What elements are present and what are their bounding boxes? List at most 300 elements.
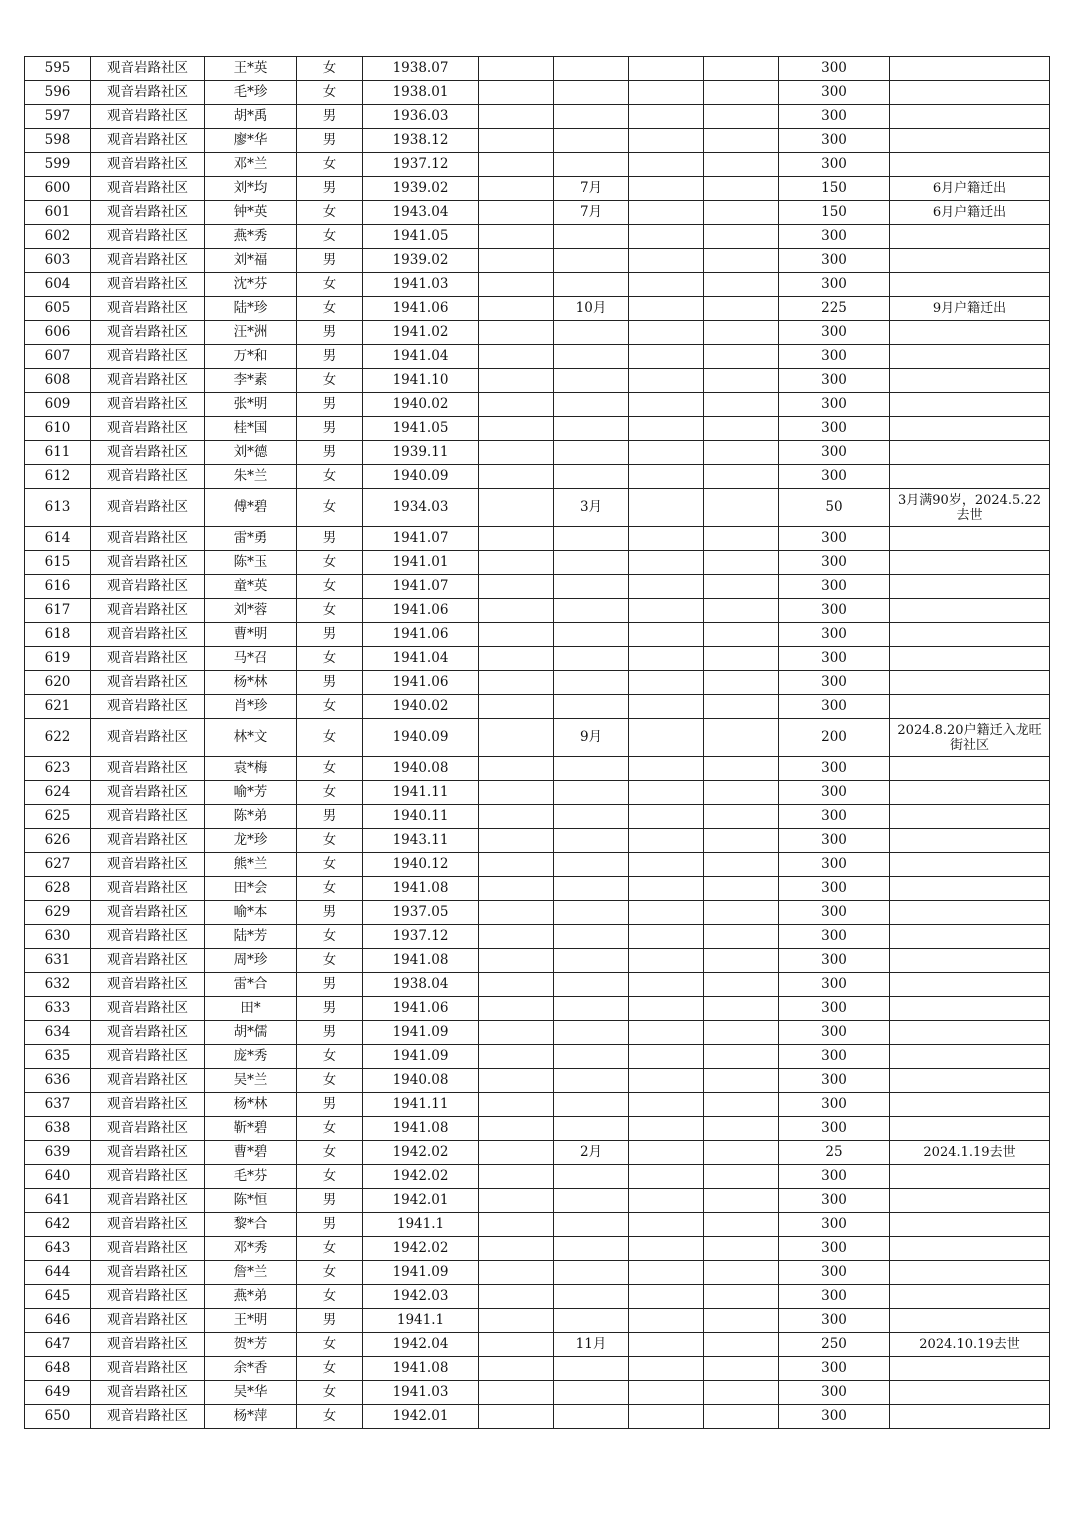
cell-gender: 男 — [297, 1093, 363, 1117]
cell-col-h — [629, 527, 704, 551]
cell-gender: 男 — [297, 1213, 363, 1237]
cell-gender: 男 — [297, 129, 363, 153]
cell-name: 龙*珍 — [205, 829, 297, 853]
cell-col-f — [479, 177, 554, 201]
cell-col-h — [629, 781, 704, 805]
cell-birth-date: 1941.11 — [363, 1093, 479, 1117]
cell-col-h — [629, 695, 704, 719]
cell-amount: 300 — [779, 1021, 890, 1045]
cell-note — [890, 345, 1050, 369]
cell-community: 观音岩路社区 — [91, 417, 205, 441]
cell-note — [890, 1213, 1050, 1237]
cell-col-h — [629, 575, 704, 599]
cell-row-number: 648 — [25, 1357, 91, 1381]
cell-month — [554, 129, 629, 153]
cell-note: 3月满90岁，2024.5.22去世 — [890, 489, 1050, 527]
cell-row-number: 646 — [25, 1309, 91, 1333]
cell-amount: 300 — [779, 441, 890, 465]
table-row — [25, 1309, 1050, 1333]
cell-col-f — [479, 225, 554, 249]
table-row — [25, 1069, 1050, 1093]
cell-col-f — [479, 805, 554, 829]
cell-row-number: 619 — [25, 647, 91, 671]
cell-birth-date: 1941.04 — [363, 647, 479, 671]
cell-birth-date: 1934.03 — [363, 489, 479, 527]
cell-col-h — [629, 105, 704, 129]
cell-col-h — [629, 321, 704, 345]
cell-note — [890, 647, 1050, 671]
cell-birth-date: 1941.09 — [363, 1261, 479, 1285]
cell-note: 2024.8.20户籍迁入龙旺街社区 — [890, 719, 1050, 757]
cell-name: 陈*玉 — [205, 551, 297, 575]
cell-name: 陈*弟 — [205, 805, 297, 829]
table-row — [25, 1405, 1050, 1429]
cell-community: 观音岩路社区 — [91, 1261, 205, 1285]
cell-note — [890, 1045, 1050, 1069]
cell-gender: 女 — [297, 1357, 363, 1381]
cell-col-f — [479, 1357, 554, 1381]
cell-month — [554, 1261, 629, 1285]
cell-birth-date: 1940.02 — [363, 695, 479, 719]
cell-birth-date: 1943.04 — [363, 201, 479, 225]
cell-name: 杨*林 — [205, 1093, 297, 1117]
cell-amount: 300 — [779, 417, 890, 441]
cell-amount: 300 — [779, 369, 890, 393]
table-row — [25, 949, 1050, 973]
cell-col-f — [479, 1093, 554, 1117]
cell-col-h — [629, 129, 704, 153]
cell-amount: 300 — [779, 153, 890, 177]
cell-gender: 女 — [297, 877, 363, 901]
cell-amount: 300 — [779, 599, 890, 623]
cell-row-number: 621 — [25, 695, 91, 719]
cell-col-f — [479, 829, 554, 853]
cell-note — [890, 465, 1050, 489]
cell-note — [890, 369, 1050, 393]
cell-note — [890, 1357, 1050, 1381]
cell-name: 刘*德 — [205, 441, 297, 465]
cell-month — [554, 1189, 629, 1213]
cell-col-i — [704, 1021, 779, 1045]
cell-col-f — [479, 57, 554, 81]
cell-birth-date: 1938.01 — [363, 81, 479, 105]
cell-gender: 女 — [297, 1261, 363, 1285]
cell-note — [890, 757, 1050, 781]
cell-col-h — [629, 417, 704, 441]
cell-col-i — [704, 1285, 779, 1309]
cell-col-h — [629, 719, 704, 757]
cell-note — [890, 623, 1050, 647]
cell-note — [890, 441, 1050, 465]
cell-row-number: 609 — [25, 393, 91, 417]
cell-col-i — [704, 623, 779, 647]
cell-name: 陆*芳 — [205, 925, 297, 949]
cell-gender: 男 — [297, 527, 363, 551]
cell-gender: 男 — [297, 393, 363, 417]
cell-note — [890, 1165, 1050, 1189]
cell-amount: 300 — [779, 623, 890, 647]
table-row — [25, 527, 1050, 551]
cell-note — [890, 393, 1050, 417]
cell-gender: 女 — [297, 297, 363, 321]
cell-amount: 300 — [779, 105, 890, 129]
cell-community: 观音岩路社区 — [91, 369, 205, 393]
table-row — [25, 1165, 1050, 1189]
cell-community: 观音岩路社区 — [91, 105, 205, 129]
cell-month — [554, 393, 629, 417]
cell-community: 观音岩路社区 — [91, 781, 205, 805]
cell-gender: 女 — [297, 201, 363, 225]
cell-month — [554, 153, 629, 177]
cell-gender: 女 — [297, 1141, 363, 1165]
cell-col-h — [629, 1237, 704, 1261]
cell-col-h — [629, 853, 704, 877]
table-row — [25, 249, 1050, 273]
cell-gender: 女 — [297, 1069, 363, 1093]
cell-col-i — [704, 527, 779, 551]
cell-col-f — [479, 369, 554, 393]
cell-note — [890, 575, 1050, 599]
cell-birth-date: 1937.05 — [363, 901, 479, 925]
cell-col-f — [479, 249, 554, 273]
cell-col-f — [479, 1405, 554, 1429]
cell-gender: 女 — [297, 757, 363, 781]
cell-col-h — [629, 623, 704, 647]
cell-month — [554, 1309, 629, 1333]
cell-name: 马*召 — [205, 647, 297, 671]
cell-amount: 250 — [779, 1333, 890, 1357]
cell-name: 毛*珍 — [205, 81, 297, 105]
cell-note — [890, 527, 1050, 551]
cell-col-f — [479, 393, 554, 417]
cell-col-i — [704, 1237, 779, 1261]
cell-community: 观音岩路社区 — [91, 153, 205, 177]
cell-name: 童*英 — [205, 575, 297, 599]
cell-birth-date: 1938.12 — [363, 129, 479, 153]
cell-col-i — [704, 1309, 779, 1333]
cell-name: 邓*兰 — [205, 153, 297, 177]
table-row — [25, 671, 1050, 695]
cell-month: 3月 — [554, 489, 629, 527]
cell-col-h — [629, 81, 704, 105]
cell-col-f — [479, 901, 554, 925]
cell-row-number: 606 — [25, 321, 91, 345]
cell-name: 曹*碧 — [205, 1141, 297, 1165]
cell-col-h — [629, 201, 704, 225]
cell-col-f — [479, 575, 554, 599]
cell-gender: 女 — [297, 1117, 363, 1141]
cell-note — [890, 599, 1050, 623]
cell-birth-date: 1941.1 — [363, 1309, 479, 1333]
cell-amount: 300 — [779, 671, 890, 695]
cell-row-number: 645 — [25, 1285, 91, 1309]
cell-col-h — [629, 177, 704, 201]
cell-name: 靳*碧 — [205, 1117, 297, 1141]
cell-month — [554, 1405, 629, 1429]
cell-amount: 300 — [779, 829, 890, 853]
table-row — [25, 623, 1050, 647]
cell-note — [890, 671, 1050, 695]
cell-col-i — [704, 201, 779, 225]
table-row — [25, 901, 1050, 925]
cell-col-i — [704, 369, 779, 393]
cell-row-number: 630 — [25, 925, 91, 949]
cell-row-number: 602 — [25, 225, 91, 249]
cell-col-f — [479, 949, 554, 973]
cell-row-number: 624 — [25, 781, 91, 805]
cell-col-f — [479, 441, 554, 465]
cell-amount: 300 — [779, 465, 890, 489]
table-row — [25, 153, 1050, 177]
cell-month — [554, 829, 629, 853]
cell-birth-date: 1942.03 — [363, 1285, 479, 1309]
cell-col-i — [704, 489, 779, 527]
cell-col-h — [629, 225, 704, 249]
cell-row-number: 615 — [25, 551, 91, 575]
cell-row-number: 642 — [25, 1213, 91, 1237]
cell-birth-date: 1936.03 — [363, 105, 479, 129]
cell-row-number: 604 — [25, 273, 91, 297]
cell-note — [890, 153, 1050, 177]
table-row — [25, 551, 1050, 575]
cell-col-f — [479, 527, 554, 551]
cell-col-h — [629, 273, 704, 297]
cell-community: 观音岩路社区 — [91, 575, 205, 599]
table-row — [25, 489, 1050, 527]
cell-month — [554, 1213, 629, 1237]
cell-gender: 女 — [297, 1405, 363, 1429]
cell-community: 观音岩路社区 — [91, 925, 205, 949]
cell-col-i — [704, 1357, 779, 1381]
cell-community: 观音岩路社区 — [91, 1117, 205, 1141]
cell-community: 观音岩路社区 — [91, 1045, 205, 1069]
table-row — [25, 1285, 1050, 1309]
cell-name: 张*明 — [205, 393, 297, 417]
cell-col-i — [704, 757, 779, 781]
cell-note — [890, 321, 1050, 345]
cell-col-i — [704, 973, 779, 997]
cell-gender: 男 — [297, 671, 363, 695]
cell-row-number: 601 — [25, 201, 91, 225]
cell-month — [554, 369, 629, 393]
cell-row-number: 605 — [25, 297, 91, 321]
cell-community: 观音岩路社区 — [91, 177, 205, 201]
cell-amount: 300 — [779, 57, 890, 81]
cell-col-f — [479, 489, 554, 527]
cell-amount: 200 — [779, 719, 890, 757]
cell-month — [554, 417, 629, 441]
cell-birth-date: 1937.12 — [363, 925, 479, 949]
cell-birth-date: 1941.06 — [363, 599, 479, 623]
cell-amount: 300 — [779, 877, 890, 901]
cell-month — [554, 1117, 629, 1141]
cell-month — [554, 225, 629, 249]
cell-row-number: 617 — [25, 599, 91, 623]
cell-name: 黎*合 — [205, 1213, 297, 1237]
cell-col-f — [479, 853, 554, 877]
cell-birth-date: 1942.02 — [363, 1165, 479, 1189]
cell-col-h — [629, 647, 704, 671]
cell-note — [890, 105, 1050, 129]
cell-col-f — [479, 781, 554, 805]
cell-name: 田* — [205, 997, 297, 1021]
cell-gender: 女 — [297, 1165, 363, 1189]
cell-gender: 女 — [297, 153, 363, 177]
cell-col-i — [704, 57, 779, 81]
cell-month — [554, 1285, 629, 1309]
cell-row-number: 611 — [25, 441, 91, 465]
cell-name: 刘*均 — [205, 177, 297, 201]
cell-name: 万*和 — [205, 345, 297, 369]
cell-col-i — [704, 781, 779, 805]
cell-row-number: 618 — [25, 623, 91, 647]
cell-month — [554, 623, 629, 647]
cell-col-f — [479, 273, 554, 297]
cell-note — [890, 1285, 1050, 1309]
cell-month — [554, 527, 629, 551]
cell-name: 王*英 — [205, 57, 297, 81]
cell-community: 观音岩路社区 — [91, 489, 205, 527]
table-row — [25, 129, 1050, 153]
table-row — [25, 719, 1050, 757]
cell-col-f — [479, 1021, 554, 1045]
cell-name: 朱*兰 — [205, 465, 297, 489]
cell-col-h — [629, 1093, 704, 1117]
cell-community: 观音岩路社区 — [91, 345, 205, 369]
cell-note — [890, 81, 1050, 105]
cell-month — [554, 441, 629, 465]
cell-name: 傅*碧 — [205, 489, 297, 527]
cell-col-i — [704, 1045, 779, 1069]
cell-community: 观音岩路社区 — [91, 1093, 205, 1117]
cell-col-h — [629, 1021, 704, 1045]
cell-note — [890, 695, 1050, 719]
cell-col-i — [704, 225, 779, 249]
cell-row-number: 607 — [25, 345, 91, 369]
cell-community: 观音岩路社区 — [91, 321, 205, 345]
cell-row-number: 622 — [25, 719, 91, 757]
cell-month: 10月 — [554, 297, 629, 321]
cell-name: 周*珍 — [205, 949, 297, 973]
cell-col-f — [479, 719, 554, 757]
cell-birth-date: 1940.09 — [363, 719, 479, 757]
cell-month — [554, 973, 629, 997]
cell-birth-date: 1941.05 — [363, 225, 479, 249]
cell-col-h — [629, 1309, 704, 1333]
cell-col-h — [629, 369, 704, 393]
cell-month — [554, 1237, 629, 1261]
cell-note: 2024.1.19去世 — [890, 1141, 1050, 1165]
cell-row-number: 639 — [25, 1141, 91, 1165]
table-row — [25, 647, 1050, 671]
cell-col-f — [479, 153, 554, 177]
cell-month — [554, 273, 629, 297]
cell-col-i — [704, 393, 779, 417]
table-row — [25, 297, 1050, 321]
cell-amount: 50 — [779, 489, 890, 527]
table-row — [25, 1117, 1050, 1141]
cell-col-f — [479, 321, 554, 345]
cell-col-i — [704, 1213, 779, 1237]
cell-month — [554, 551, 629, 575]
cell-note — [890, 1069, 1050, 1093]
cell-name: 雷*勇 — [205, 527, 297, 551]
cell-amount: 300 — [779, 973, 890, 997]
cell-community: 观音岩路社区 — [91, 1141, 205, 1165]
cell-month — [554, 1381, 629, 1405]
cell-note: 9月户籍迁出 — [890, 297, 1050, 321]
cell-birth-date: 1941.07 — [363, 527, 479, 551]
cell-row-number: 640 — [25, 1165, 91, 1189]
cell-col-h — [629, 829, 704, 853]
cell-birth-date: 1943.11 — [363, 829, 479, 853]
cell-name: 詹*兰 — [205, 1261, 297, 1285]
cell-community: 观音岩路社区 — [91, 1309, 205, 1333]
cell-gender: 男 — [297, 901, 363, 925]
cell-month: 7月 — [554, 177, 629, 201]
cell-note — [890, 997, 1050, 1021]
cell-col-i — [704, 599, 779, 623]
cell-col-i — [704, 719, 779, 757]
cell-col-i — [704, 925, 779, 949]
cell-col-i — [704, 949, 779, 973]
cell-name: 桂*国 — [205, 417, 297, 441]
table-row — [25, 201, 1050, 225]
cell-name: 喻*芳 — [205, 781, 297, 805]
cell-note — [890, 925, 1050, 949]
cell-col-i — [704, 901, 779, 925]
cell-row-number: 634 — [25, 1021, 91, 1045]
cell-row-number: 597 — [25, 105, 91, 129]
cell-amount: 150 — [779, 201, 890, 225]
cell-col-h — [629, 393, 704, 417]
cell-community: 观音岩路社区 — [91, 1333, 205, 1357]
cell-month — [554, 81, 629, 105]
cell-birth-date: 1942.01 — [363, 1405, 479, 1429]
cell-amount: 300 — [779, 853, 890, 877]
cell-col-f — [479, 1213, 554, 1237]
cell-col-f — [479, 1381, 554, 1405]
cell-month — [554, 805, 629, 829]
cell-gender: 女 — [297, 949, 363, 973]
cell-note: 2024.10.19去世 — [890, 1333, 1050, 1357]
cell-col-h — [629, 551, 704, 575]
cell-col-h — [629, 1213, 704, 1237]
cell-col-i — [704, 551, 779, 575]
cell-community: 观音岩路社区 — [91, 757, 205, 781]
cell-col-i — [704, 997, 779, 1021]
cell-gender: 女 — [297, 1045, 363, 1069]
cell-community: 观音岩路社区 — [91, 1189, 205, 1213]
table-row — [25, 853, 1050, 877]
table-row — [25, 345, 1050, 369]
table-row — [25, 57, 1050, 81]
table-row — [25, 1213, 1050, 1237]
cell-birth-date: 1939.02 — [363, 249, 479, 273]
cell-row-number: 612 — [25, 465, 91, 489]
cell-col-h — [629, 1117, 704, 1141]
cell-birth-date: 1941.08 — [363, 1117, 479, 1141]
cell-amount: 300 — [779, 1237, 890, 1261]
cell-row-number: 628 — [25, 877, 91, 901]
cell-community: 观音岩路社区 — [91, 441, 205, 465]
cell-month — [554, 1069, 629, 1093]
cell-month — [554, 781, 629, 805]
cell-col-i — [704, 671, 779, 695]
cell-name: 胡*禹 — [205, 105, 297, 129]
cell-col-h — [629, 1165, 704, 1189]
cell-birth-date: 1941.09 — [363, 1021, 479, 1045]
